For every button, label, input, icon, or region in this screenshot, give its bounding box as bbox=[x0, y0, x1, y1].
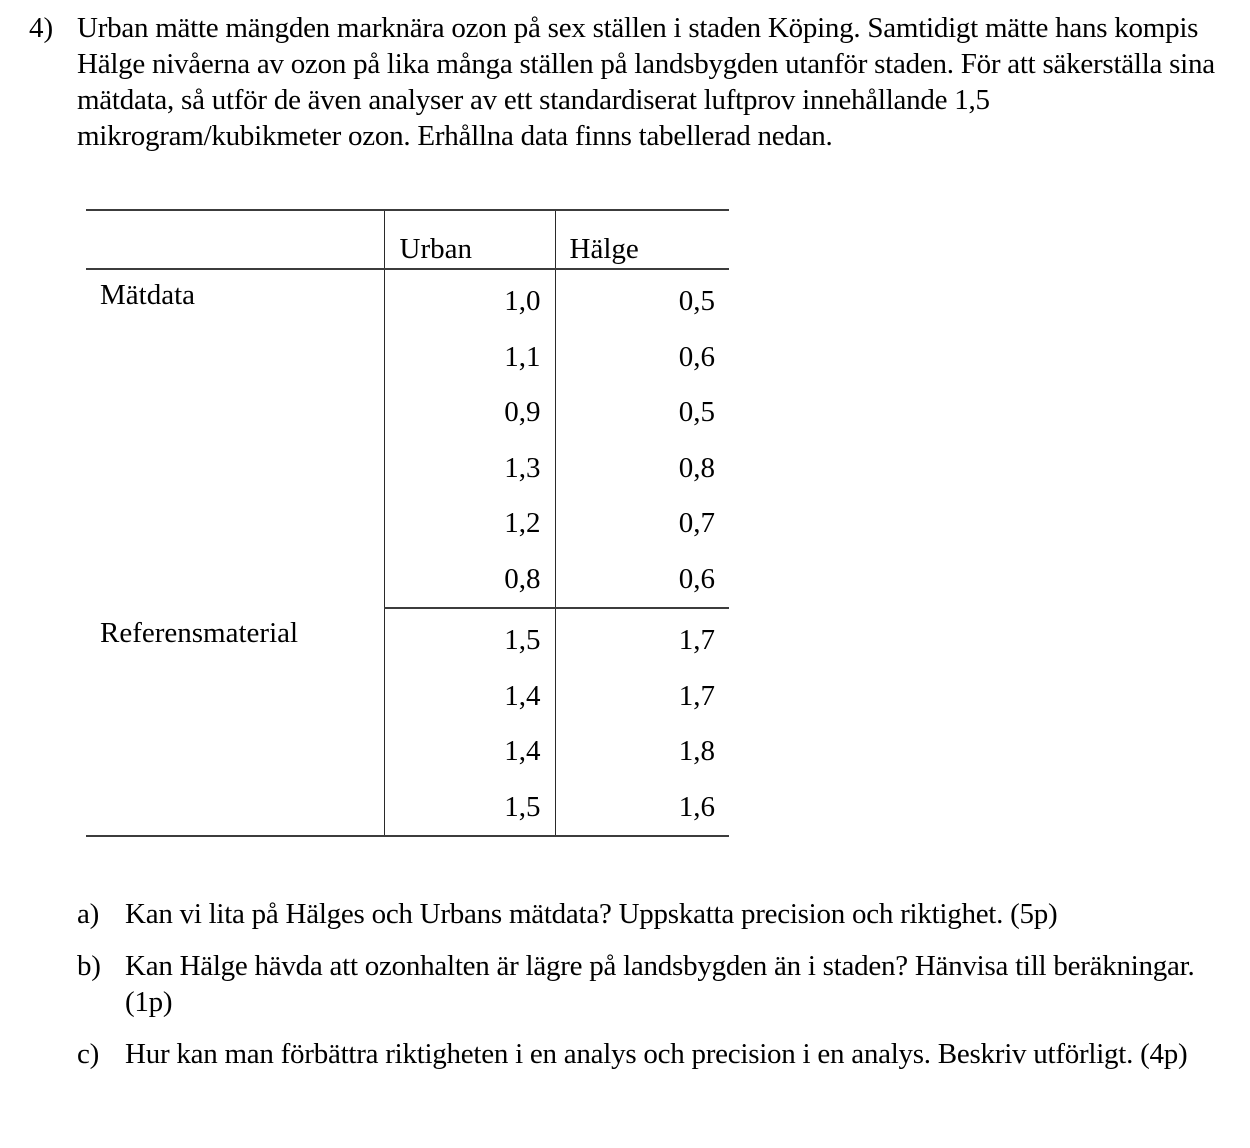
table-row bbox=[86, 608, 729, 669]
question-text: Urban mätte mängden marknära ozon på sex ställen i staden Köping. Samtidigt mätte hans kompis Hälge nivåerna av ozon på lika många ställen på landsbygden utanför staden. För att säkerställa sina mätdata, så utför de även analyser av ett standardiserat luftprov innehållande 1,5 mikrogram/kubikmeter ozon. Erhållna data finns tabellerad nedan. bbox=[77, 12, 1215, 152]
cell-halge: 0,8 bbox=[555, 441, 729, 497]
question-4 bbox=[29, 10, 1239, 154]
subquestion-c bbox=[77, 1036, 1197, 1072]
cell-urban: 1,2 bbox=[384, 496, 555, 552]
ozone-data-table bbox=[86, 209, 729, 837]
subquestion-a bbox=[77, 896, 1197, 932]
group-label-referensmaterial: Referensmaterial bbox=[86, 608, 384, 836]
cell-halge: 0,6 bbox=[555, 552, 729, 609]
cell-halge: 0,7 bbox=[555, 496, 729, 552]
group-label-matdata: Mätdata bbox=[100, 279, 196, 311]
subquestion-text: Kan vi lita på Hälges och Urbans mätdata? Uppskatta precision och riktighet. (5p) bbox=[125, 898, 1058, 930]
cell-halge: 0,5 bbox=[555, 385, 729, 441]
cell-halge: 0,6 bbox=[555, 330, 729, 386]
cell-halge: 1,6 bbox=[555, 780, 729, 837]
cell-halge: 1,8 bbox=[555, 724, 729, 780]
cell-urban: 1,4 bbox=[384, 669, 555, 725]
cell-urban: 1,1 bbox=[384, 330, 555, 386]
cell-halge: 0,5 bbox=[555, 269, 729, 330]
table-row bbox=[86, 269, 729, 330]
cell-urban: 1,5 bbox=[384, 608, 555, 669]
subquestion-marker: b) bbox=[77, 950, 101, 982]
header-empty bbox=[86, 210, 384, 269]
cell-halge: 1,7 bbox=[555, 669, 729, 725]
subquestion-b bbox=[77, 948, 1197, 1020]
table-header-row bbox=[86, 210, 729, 269]
subquestion-text: Kan Hälge hävda att ozonhalten är lägre på landsbygden än i staden? Hänvisa till beräkningar. (1p) bbox=[125, 950, 1195, 1018]
cell-halge: 1,7 bbox=[555, 608, 729, 669]
cell-urban: 1,3 bbox=[384, 441, 555, 497]
header-urban: Urban bbox=[384, 210, 555, 269]
cell-urban: 1,5 bbox=[384, 780, 555, 837]
subquestion-marker: c) bbox=[77, 1038, 100, 1070]
subquestion-list bbox=[77, 896, 1197, 1088]
cell-urban: 1,4 bbox=[384, 724, 555, 780]
question-number: 4) bbox=[29, 12, 54, 44]
subquestion-marker: a) bbox=[77, 898, 100, 930]
cell-urban: 1,0 bbox=[384, 269, 555, 330]
cell-urban: 0,8 bbox=[384, 552, 555, 609]
cell-urban: 0,9 bbox=[384, 385, 555, 441]
subquestion-text: Hur kan man förbättra riktigheten i en analys och precision i en analys. Beskriv utförligt. (4p) bbox=[125, 1038, 1188, 1070]
header-halge: Hälge bbox=[555, 210, 729, 269]
